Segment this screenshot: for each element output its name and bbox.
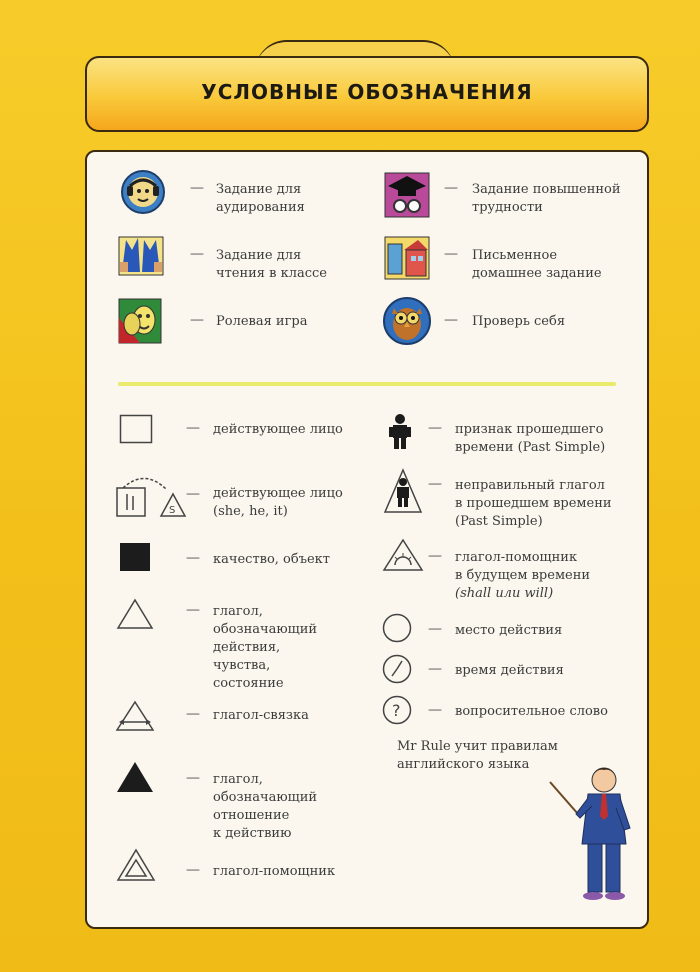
dash: — xyxy=(428,476,442,492)
auxiliary-verb-label: глагол-помощник xyxy=(213,864,336,879)
empty-square-label: действующее лицо xyxy=(213,422,343,437)
mr-rule-mascot xyxy=(546,758,636,908)
person-singular-label: действующее лицо (she, he, it) xyxy=(213,486,343,519)
dash: — xyxy=(186,770,200,786)
dash: — xyxy=(186,602,200,618)
owl-label: Проверь себя xyxy=(472,314,566,329)
place-circle-label: место действия xyxy=(455,623,563,638)
owl-icon xyxy=(382,296,432,346)
svg-text:S: S xyxy=(169,505,176,516)
place-circle-icon xyxy=(382,613,412,643)
outline-triangle-label: глагол, обозначающий действия, чувства, состояние xyxy=(213,604,318,691)
future-auxiliary-label: глагол-помощник в будущем времени (shall или will) xyxy=(455,550,591,601)
future-auxiliary-icon xyxy=(382,538,424,572)
page-title: УСЛОВНЫЕ ОБОЗНАЧЕНИЯ xyxy=(201,80,533,104)
class-reading-label: Задание для чтения в классе xyxy=(216,248,327,281)
filled-square-label: качество, объект xyxy=(213,552,330,567)
homework-label: Письменное домашнее задание xyxy=(472,248,602,281)
role-play-icon xyxy=(118,298,162,344)
title-panel xyxy=(85,56,649,132)
dash: — xyxy=(444,312,458,328)
dash: — xyxy=(186,486,200,502)
clock-circle-label: время действия xyxy=(455,663,564,678)
section-divider xyxy=(118,382,616,386)
class-reading-icon xyxy=(118,236,164,276)
dash: — xyxy=(190,180,204,196)
dash: — xyxy=(186,706,200,722)
dash: — xyxy=(186,420,200,436)
filled-triangle-icon xyxy=(115,760,155,794)
empty-square-icon xyxy=(119,414,153,444)
listening-icon xyxy=(120,170,166,214)
graduate-icon xyxy=(384,172,430,218)
linking-verb-label: глагол-связка xyxy=(213,708,309,723)
role-play-label: Ролевая игра xyxy=(216,314,308,329)
question-circle-icon xyxy=(382,695,412,725)
dash: — xyxy=(186,862,200,878)
dash: — xyxy=(186,550,200,566)
dash: — xyxy=(428,621,442,637)
filled-triangle-label: глагол, обозначающий отношение к действию xyxy=(213,772,318,841)
dash: — xyxy=(428,420,442,436)
question-circle-label: вопросительное слово xyxy=(455,704,608,719)
person-singular-icon xyxy=(115,472,187,520)
past-simple-icon xyxy=(386,412,414,450)
dash: — xyxy=(428,702,442,718)
auxiliary-verb-icon xyxy=(116,848,156,882)
homework-icon xyxy=(384,236,430,280)
irregular-verb-icon xyxy=(383,468,423,514)
dash: — xyxy=(444,180,458,196)
dash: — xyxy=(428,661,442,677)
svg-text:?: ? xyxy=(392,701,401,720)
dash: — xyxy=(190,246,204,262)
filled-square-icon xyxy=(119,542,151,572)
past-simple-label: признак прошедшего времени (Past Simple) xyxy=(455,422,606,455)
mascot-caption: Mr Rule учит правилам английского языка xyxy=(397,739,558,772)
linking-verb-icon xyxy=(115,700,155,732)
graduate-label: Задание повышенной трудности xyxy=(472,182,621,215)
irregular-verb-label: неправильный глагол в прошедшем времени (Past Simple) xyxy=(455,478,612,529)
outline-triangle-icon xyxy=(116,598,154,630)
listening-label: Задание для аудирования xyxy=(216,182,305,215)
dash: — xyxy=(190,312,204,328)
clock-circle-icon xyxy=(382,654,412,684)
dash: — xyxy=(444,246,458,262)
dash: — xyxy=(428,548,442,564)
